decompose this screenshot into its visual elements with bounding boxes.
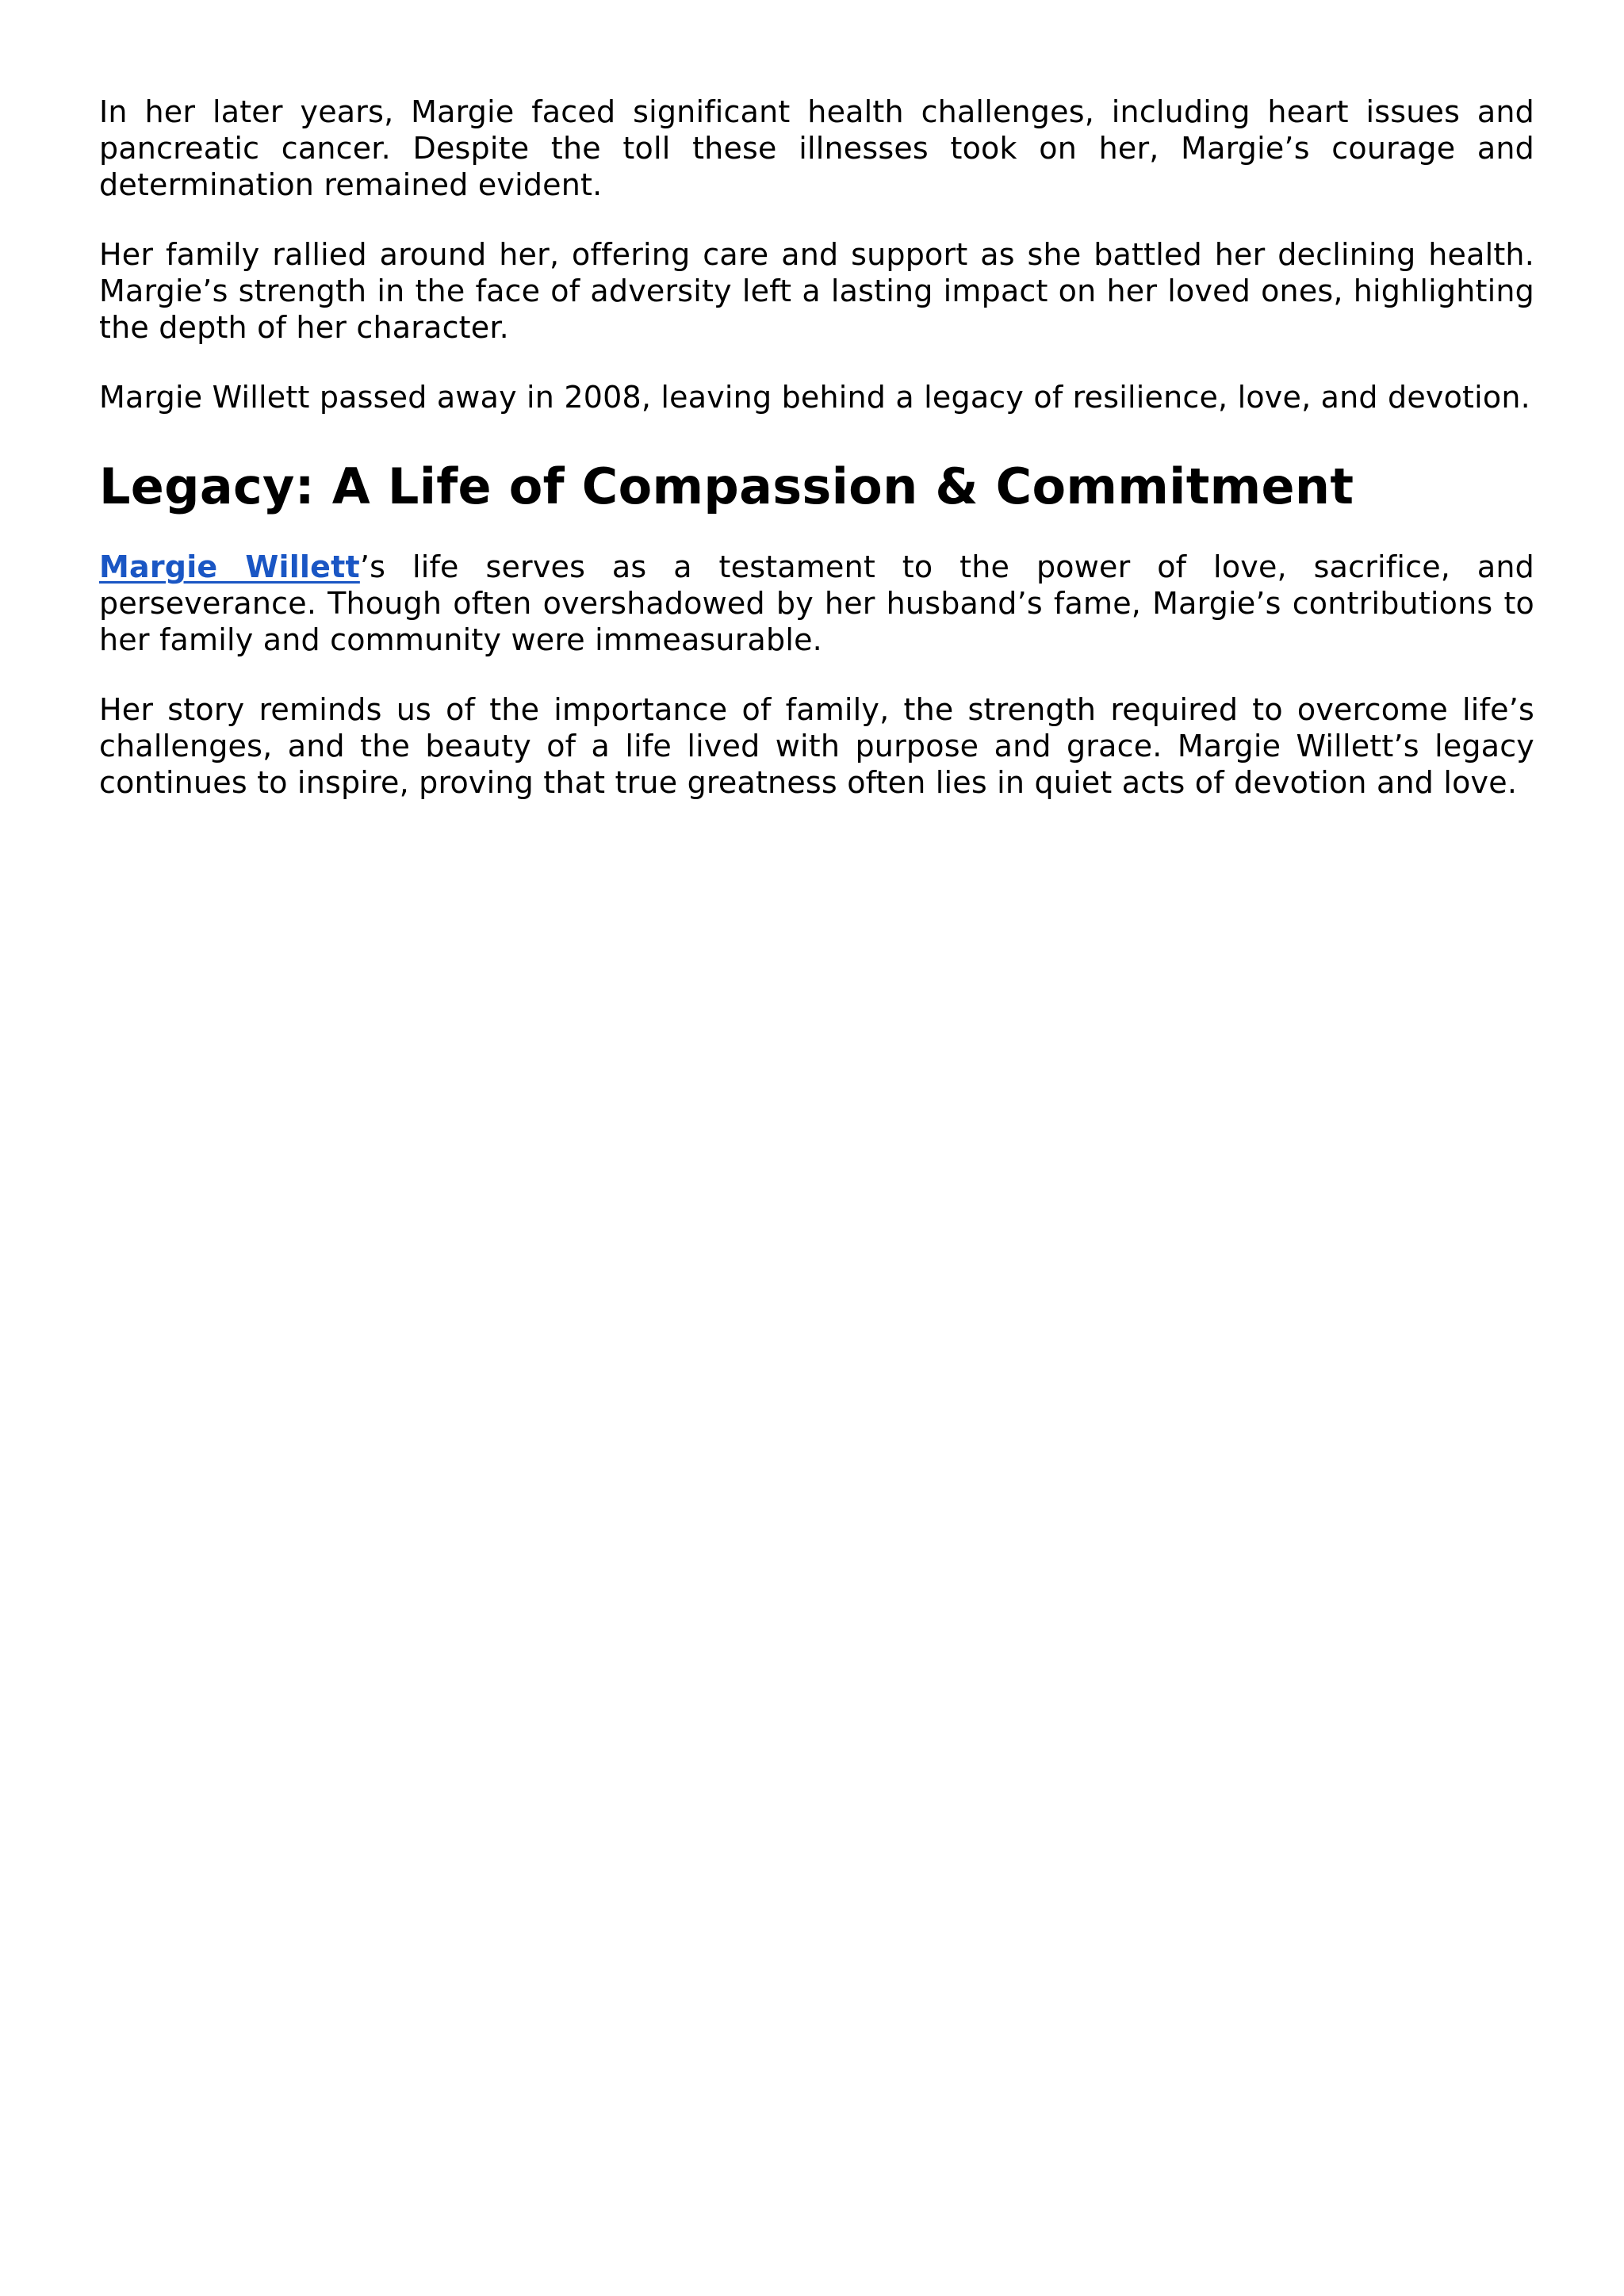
paragraph-legacy-testament bbox=[99, 549, 1534, 658]
paragraph-passing: Margie Willett passed away in 2008, leaving behind a legacy of resilience, love, and devotion. bbox=[99, 380, 1530, 415]
section-heading-legacy: Legacy: A Life of Compassion & Commitment bbox=[99, 457, 1354, 515]
paragraph-family-support: Her family rallied around her, offering care and support as she battled her declining health. Margie’s strength in the face of adversity left a lasting impact on her loved ones, highlighting the depth of her character. bbox=[99, 237, 1534, 345]
paragraph-legacy-testament-text: ’s life serves as a testament to the power of love, sacrifice, and perseverance. Though often overshadowed by her husband’s fame, Margie’s contributions to her family and community were immeasurable. bbox=[99, 549, 1534, 657]
margie-willett-link[interactable]: Margie Willett bbox=[99, 549, 360, 584]
paragraph-legacy-inspire: Her story reminds us of the importance of family, the strength required to overcome life’s challenges, and the beauty of a life lived with purpose and grace. Margie Willett’s legacy continues to inspire, proving that true greatness often lies in quiet acts of devotion and love. bbox=[99, 692, 1534, 800]
paragraph-health-challenges: In her later years, Margie faced significant health challenges, including heart issues and pancreatic cancer. Despite the toll these illnesses took on her, Margie’s courage and determination remained evident. bbox=[99, 94, 1534, 202]
document-page bbox=[99, 94, 1534, 834]
